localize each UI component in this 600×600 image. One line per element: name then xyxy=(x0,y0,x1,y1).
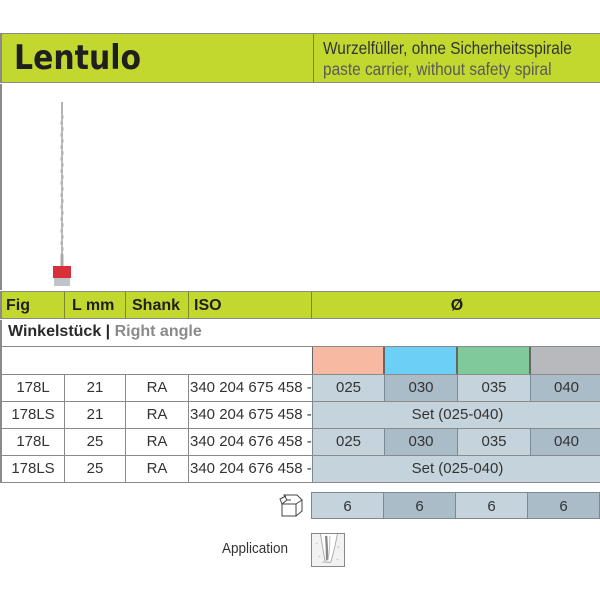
subtitle-german: Wurzelfüller, ohne Sicherheitsspirale xyxy=(323,38,572,58)
cell-iso: 340 204 675 458 - xyxy=(190,406,312,423)
table-header-row xyxy=(0,291,600,319)
subtitle-english: paste carrier, without safety spiral xyxy=(323,59,552,79)
section-separator: | xyxy=(105,323,111,340)
cell-fig: 178LS xyxy=(11,406,55,423)
section-label-german: Winkelstück xyxy=(8,323,102,340)
cell-iso: 340 204 676 458 - xyxy=(190,433,312,450)
product-image-area xyxy=(0,84,600,290)
pack-quantity-035: 6 xyxy=(455,492,528,519)
size-color-035 xyxy=(457,347,530,374)
cell-length: 25 xyxy=(86,433,104,450)
cell-size-040: 040 xyxy=(530,375,600,401)
column-fig: Fig xyxy=(6,297,30,314)
cell-length: 25 xyxy=(86,460,104,477)
cell-size-025: 025 xyxy=(312,375,384,401)
cell-divider xyxy=(188,402,189,428)
column-iso: ISO xyxy=(194,297,222,314)
header-divider xyxy=(313,34,314,83)
product-title: Lentulo xyxy=(14,38,142,78)
table-row xyxy=(0,455,600,483)
column-divider xyxy=(125,292,126,319)
cell-size-040: 040 xyxy=(530,429,600,455)
cell-shank: RA xyxy=(146,406,168,423)
cell-shank: RA xyxy=(146,433,168,450)
product-header xyxy=(0,33,600,83)
column-shank: Shank xyxy=(132,297,181,314)
cell-iso: 340 204 675 458 - xyxy=(190,379,312,396)
cell-divider xyxy=(188,375,189,401)
size-color-025 xyxy=(312,347,384,374)
cell-fig: 178LS xyxy=(11,460,55,477)
cell-size-035: 035 xyxy=(457,429,530,455)
section-label xyxy=(8,323,202,341)
table-row xyxy=(0,374,600,401)
cell-set: Set (025-040) xyxy=(312,402,600,428)
pack-quantity-row xyxy=(0,492,600,519)
cell-divider xyxy=(188,429,189,455)
cell-length: 21 xyxy=(86,379,104,396)
root-canal-application-icon xyxy=(311,533,345,567)
cell-length: 21 xyxy=(86,406,104,423)
section-right-angle xyxy=(0,320,600,347)
pack-quantity-025: 6 xyxy=(311,492,384,519)
cell-iso: 340 204 676 458 - xyxy=(190,460,312,477)
cell-divider xyxy=(188,456,189,482)
cell-size-035: 035 xyxy=(457,375,530,401)
cell-shank: RA xyxy=(146,379,168,396)
table-row xyxy=(0,428,600,455)
pack-quantity-030: 6 xyxy=(383,492,456,519)
cell-set: Set (025-040) xyxy=(312,456,600,482)
cell-fig: 178L xyxy=(16,379,50,396)
section-label-english: Right angle xyxy=(114,323,202,340)
cell-shank: RA xyxy=(146,460,168,477)
box-icon xyxy=(279,494,305,518)
cell-size-030: 030 xyxy=(384,375,457,401)
size-color-030 xyxy=(384,347,457,374)
column-divider xyxy=(188,292,189,319)
size-color-040 xyxy=(530,347,600,374)
pack-quantity-040: 6 xyxy=(527,492,600,519)
column-divider xyxy=(64,292,65,319)
application-label: Application xyxy=(222,540,289,557)
cell-size-025: 025 xyxy=(312,429,384,455)
size-color-row xyxy=(0,347,600,374)
table-row xyxy=(0,401,600,428)
cell-fig: 178L xyxy=(16,433,50,450)
cell-size-030: 030 xyxy=(384,429,457,455)
column-length: L mm xyxy=(72,297,115,314)
lentulo-instrument-icon xyxy=(42,94,82,290)
column-diameter: Ø xyxy=(450,297,464,314)
